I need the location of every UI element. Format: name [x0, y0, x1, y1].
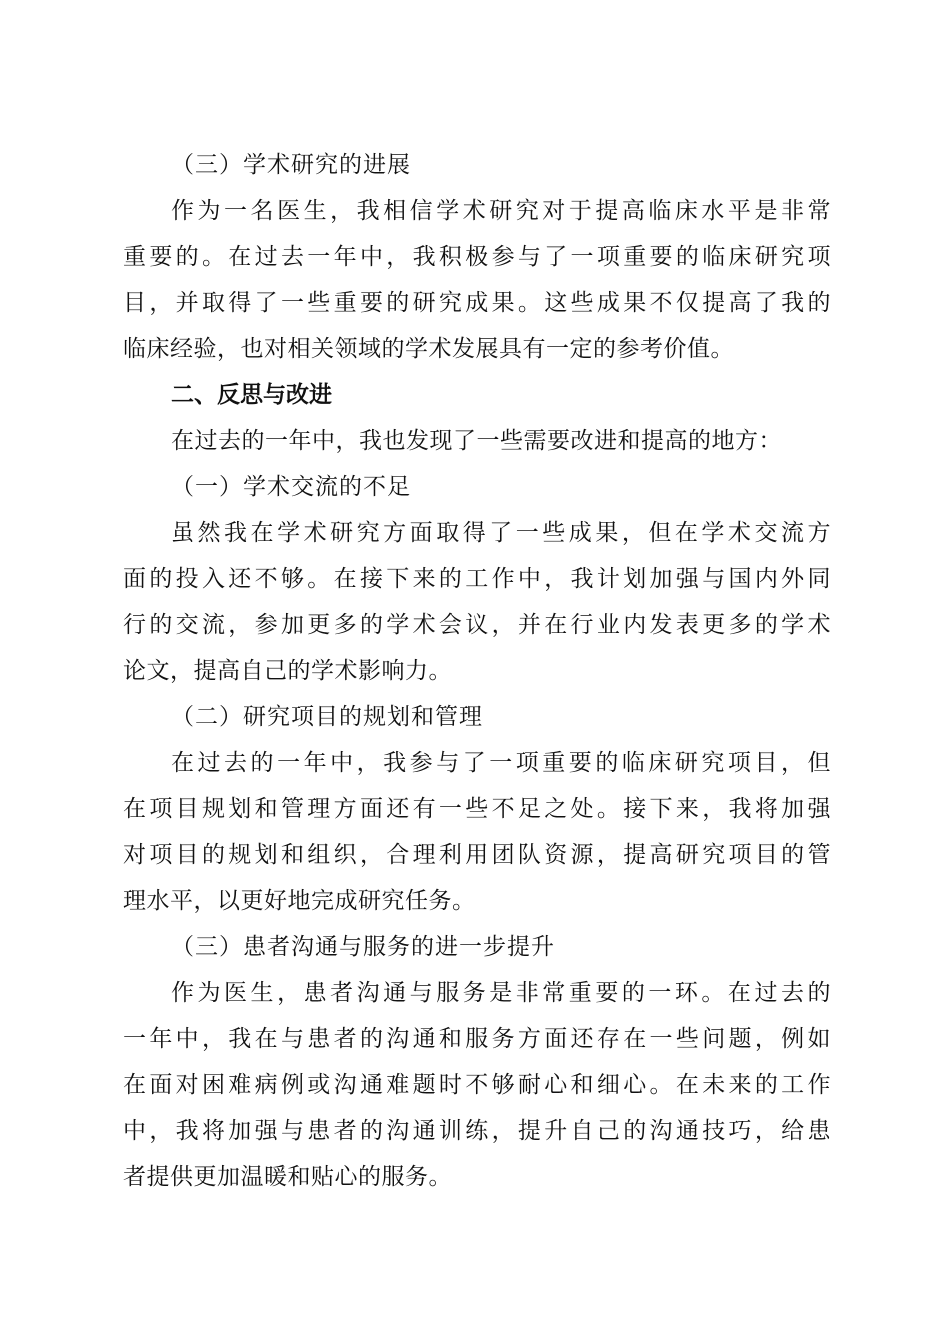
paragraph-line: 面的投入还不够。在接下来的工作中，我计划加强与国内外同: [123, 566, 831, 592]
paragraph-line: 目，并取得了一些重要的研究成果。这些成果不仅提高了我的: [123, 290, 831, 316]
paragraph-line: 重要的。在过去一年中，我积极参与了一项重要的临床研究项: [123, 244, 831, 270]
heading-reflection-and-improvement: 二、反思与改进: [171, 382, 332, 408]
paragraph-intro: 在过去的一年中，我也发现了一些需要改进和提高的地方：: [171, 428, 782, 454]
paragraph-line: 者提供更加温暖和贴心的服务。: [123, 1164, 452, 1190]
paragraph-line: 虽然我在学术研究方面取得了一些成果，但在学术交流方: [171, 520, 831, 546]
paragraph-line: 对项目的规划和组织，合理利用团队资源，提高研究项目的管: [123, 842, 831, 868]
paragraph-line: 理水平，以更好地完成研究任务。: [123, 888, 476, 914]
subheading-project-planning: （二）研究项目的规划和管理: [171, 704, 483, 730]
paragraph-line: 在面对困难病例或沟通难题时不够耐心和细心。在未来的工作: [123, 1072, 831, 1098]
subheading-patient-communication: （三）患者沟通与服务的进一步提升: [171, 934, 555, 960]
paragraph-line: 一年中，我在与患者的沟通和服务方面还存在一些问题，例如: [123, 1026, 831, 1052]
paragraph-line: 作为医生，患者沟通与服务是非常重要的一环。在过去的: [171, 980, 831, 1006]
subheading-academic-research-progress: （三）学术研究的进展: [171, 152, 411, 178]
paragraph-line: 行的交流，参加更多的学术会议，并在行业内发表更多的学术: [123, 612, 831, 638]
paragraph-line: 在过去的一年中，我参与了一项重要的临床研究项目，但: [171, 750, 831, 776]
document-body: [123, 142, 831, 1200]
paragraph-line: 论文，提高自己的学术影响力。: [123, 658, 452, 684]
paragraph-line: 在项目规划和管理方面还有一些不足之处。接下来，我将加强: [123, 796, 831, 822]
subheading-academic-exchange: （一）学术交流的不足: [171, 474, 411, 500]
paragraph-line: 作为一名医生，我相信学术研究对于提高临床水平是非常: [171, 198, 831, 224]
paragraph-line: 中，我将加强与患者的沟通训练，提升自己的沟通技巧，给患: [123, 1118, 831, 1144]
paragraph-line: 临床经验，也对相关领域的学术发展具有一定的参考价值。: [123, 336, 734, 362]
